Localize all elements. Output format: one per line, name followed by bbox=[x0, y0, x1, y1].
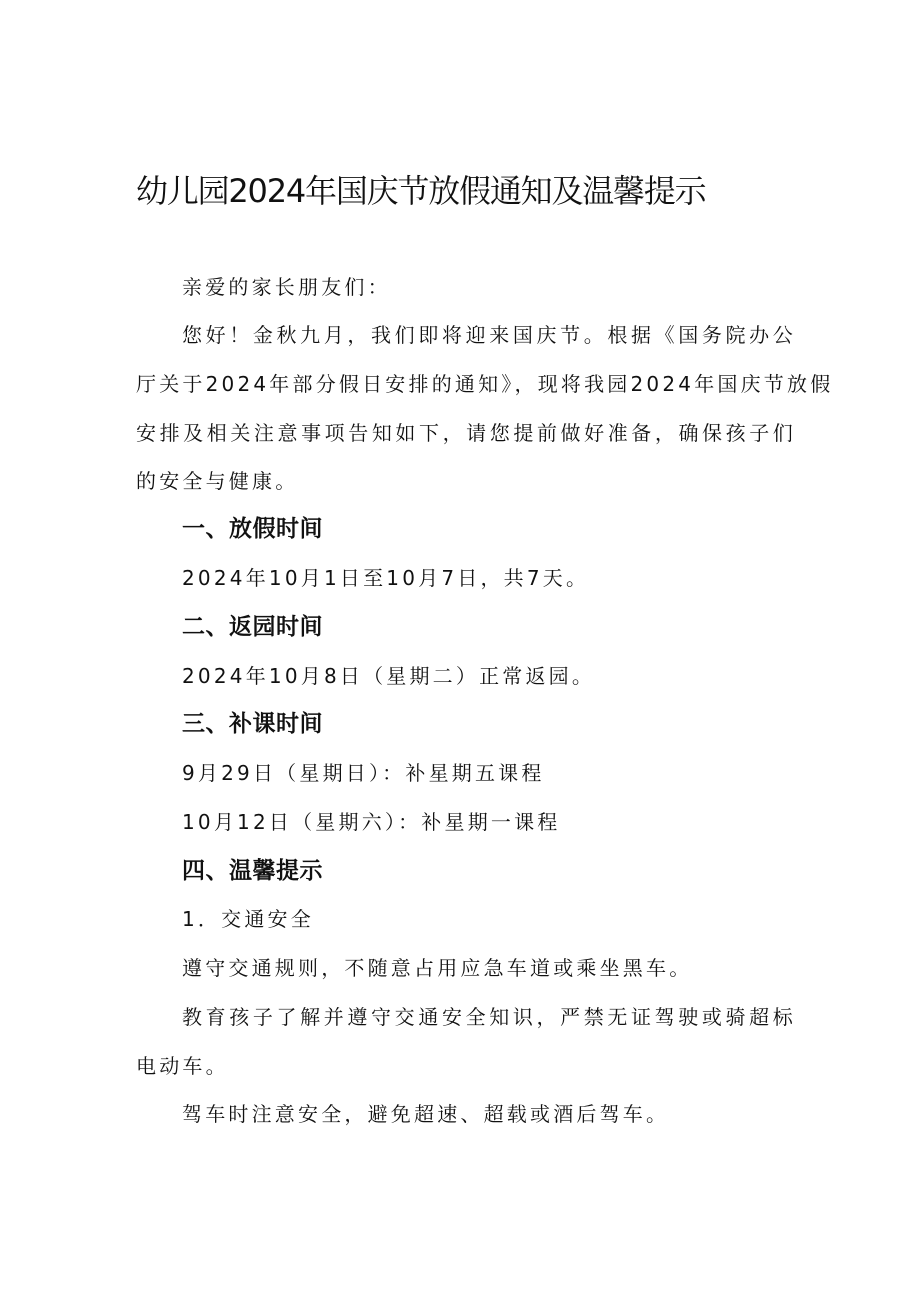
makeup-line-2: 10月12日（星期六）：补星期一课程 bbox=[182, 810, 561, 834]
intro-line-4: 的安全与健康。 bbox=[136, 469, 299, 493]
intro-line-3: 安排及相关注意事项告知如下，请您提前做好准备，确保孩子们 bbox=[136, 421, 796, 445]
return-text: 2024年10月8日（星期二）正常返园。 bbox=[182, 664, 596, 688]
tips-subheading-traffic: 1．交通安全 bbox=[182, 907, 314, 931]
section-heading-makeup: 三、补课时间 bbox=[182, 711, 323, 737]
holiday-text: 2024年10月1日至10月7日，共7天。 bbox=[182, 566, 590, 590]
document-title: 幼儿园2024年国庆节放假通知及温馨提示 bbox=[136, 172, 706, 210]
section-heading-holiday: 一、放假时间 bbox=[182, 516, 323, 542]
intro-line-2: 厅关于2024年部分假日安排的通知》，现将我园2024年国庆节放假 bbox=[136, 372, 834, 396]
tips-paragraph-3: 驾车时注意安全，避免超速、超载或酒后驾车。 bbox=[182, 1102, 670, 1126]
makeup-line-1: 9月29日（星期日）：补星期五课程 bbox=[182, 761, 545, 785]
section-heading-return: 二、返园时间 bbox=[182, 614, 323, 640]
tips-paragraph-2-line-2: 电动车。 bbox=[136, 1054, 229, 1078]
intro-line-1: 您好！金秋九月，我们即将迎来国庆节。根据《国务院办公 bbox=[182, 323, 796, 347]
tips-paragraph-2-line-1: 教育孩子了解并遵守交通安全知识，严禁无证驾驶或骑超标 bbox=[182, 1005, 796, 1029]
section-heading-tips: 四、温馨提示 bbox=[182, 858, 323, 884]
tips-paragraph-1: 遵守交通规则，不随意占用应急车道或乘坐黑车。 bbox=[182, 956, 693, 980]
greeting: 亲爱的家长朋友们： bbox=[182, 275, 391, 299]
